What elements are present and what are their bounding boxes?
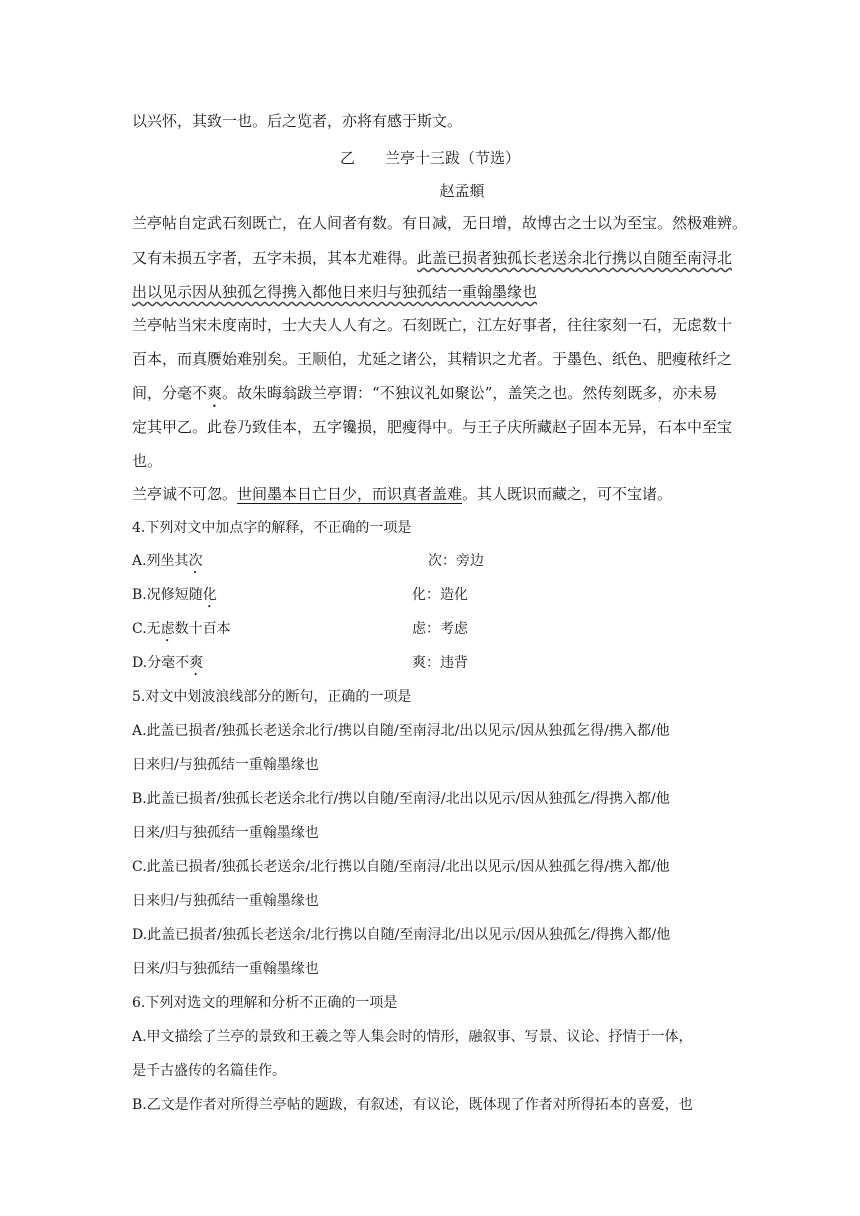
q4-option-c-gloss: 虑：考虑 xyxy=(412,621,468,637)
passage-a-ending: 以兴怀，其致一也。后之览者，亦将有感于斯文。 xyxy=(132,112,463,130)
q4-option-a xyxy=(132,551,203,577)
q6-option-b-line1: B.乙文是作者对所得兰亭帖的题跋，有叙述，有议论，既体现了作者对所得拓本的喜爱，也 xyxy=(132,1097,693,1113)
passage-b-p2-line1: 兰亭帖当宋未度南时，士大夫人人有之。石刻既亡，江左好事者，往往家刻一石，无虑数十 xyxy=(132,316,733,334)
q4-option-d-gloss: 爽：违背 xyxy=(412,655,468,671)
passage-b-p3 xyxy=(132,484,672,504)
passage-b-p1-line3 xyxy=(132,282,537,302)
dotted-char: 爽 xyxy=(189,655,204,671)
p3-end: 。其人既识而藏之，可不宝诸。 xyxy=(462,485,673,503)
q4-option-b-gloss: 化：造化 xyxy=(412,587,468,603)
p2-line3-rest: 。故朱晦翁跋兰亭谓：“不独议礼如聚讼”，盖笑之也。然传刻既多，亦未易 xyxy=(222,384,718,402)
q5-option-a-line1: A.此盖已损者/独孤长老送余北行/携以自随/至南浔北/出以见示/因从独孤乞得/携入都/他 xyxy=(132,723,670,739)
q4-option-a-gloss: 次：旁边 xyxy=(428,553,484,569)
q4-c-text-post: 数十百本 xyxy=(174,621,231,637)
dotted-char: 爽 xyxy=(207,384,223,402)
q4-b-text: B.况修短随 xyxy=(132,587,203,603)
q4-a-text: A.列坐其 xyxy=(132,553,189,569)
passage-b-p2-line4: 定其甲乙。此卷乃致佳本，五字镵损，肥瘦得中。与王子庆所藏赵子固本无异，石本中至宝 xyxy=(132,418,733,436)
passage-b-p2-line2: 百本，而真赝始难别矣。王顺伯，尤延之诸公，其精识之尤者。于墨色、纸色、肥瘦秾纤之 xyxy=(132,350,733,368)
wavy-underlined-text-cont: 出以见示因从独孤乞得携入都他日来归与独孤结一重翰墨缘也 xyxy=(132,283,538,301)
dotted-char: 虑 xyxy=(160,621,175,637)
passage-b-title: 乙 兰亭十三跋（节选） xyxy=(339,149,520,167)
q6-option-a-line2: 是千古盛传的名篇佳作。 xyxy=(132,1063,286,1079)
q4-option-c xyxy=(132,619,231,645)
q6-option-a-line1: A.甲文描绘了兰亭的景致和王羲之等人集会时的情形，融叙事、写景、议论、抒情于一体， xyxy=(132,1029,693,1045)
q5-option-c-line1: C.此盖已损者/独孤长老送余/北行携以自随/至南浔/北出以见示/因从独孤乞得/携入都/他 xyxy=(132,859,670,875)
question-5-stem: 5.对文中划波浪线部分的断句，正确的一项是 xyxy=(132,689,412,705)
passage-b-p2-line5: 也。 xyxy=(132,452,163,470)
q5-option-a-line2: 日来归/与独孤结一重翰墨缘也 xyxy=(132,757,319,773)
dotted-char: 化 xyxy=(202,587,217,603)
p1-line2-plain: 又有未损五字者，五字未损，其本尤难得。 xyxy=(132,249,418,267)
q5-option-d-line1: D.此盖已损者/独孤长老送余/北行携以自随/至南浔北/出以见示/因从独孤乞/得携入都/他 xyxy=(132,927,671,943)
question-4-stem: 4.下列对文中加点字的解释，不正确的一项是 xyxy=(132,520,412,536)
q4-option-b xyxy=(132,585,217,611)
passage-b-p2-line3 xyxy=(132,383,717,411)
q5-option-b-line1: B.此盖已损者/独孤长老送余北行/携以自随/至南浔/北出以见示/因从独孤乞/得携入都/他 xyxy=(132,791,670,807)
q4-c-text: C.无 xyxy=(132,621,161,637)
p2-line3-start: 间，分毫不 xyxy=(132,384,208,402)
passage-b-p1-line1: 兰亭帖自定武石刻既亡，在人间者有数。有日减，无日增，故博古之士以为至宝。然极难辨。 xyxy=(132,214,748,232)
q4-option-d xyxy=(132,653,203,679)
p3-start: 兰亭诚不可忽。 xyxy=(132,485,238,503)
passage-b-author: 赵孟頫 xyxy=(439,182,485,200)
q4-d-text: D.分毫不 xyxy=(132,655,190,671)
q5-option-d-line2: 日来/归与独孤结一重翰墨缘也 xyxy=(132,961,319,977)
question-6-stem: 6.下列对选文的理解和分析不正确的一项是 xyxy=(132,995,398,1011)
underlined-text: 世间墨本日亡日少，而识真者盖难 xyxy=(237,485,463,503)
passage-b-p1-line2 xyxy=(132,248,732,268)
q5-option-b-line2: 日来/归与独孤结一重翰墨缘也 xyxy=(132,825,319,841)
dotted-char: 次 xyxy=(188,553,203,569)
q5-option-c-line2: 日来归/与独孤结一重翰墨缘也 xyxy=(132,893,319,909)
wavy-underlined-text: 此盖已损者独孤长老送余北行携以自随至南浔北 xyxy=(417,249,733,267)
